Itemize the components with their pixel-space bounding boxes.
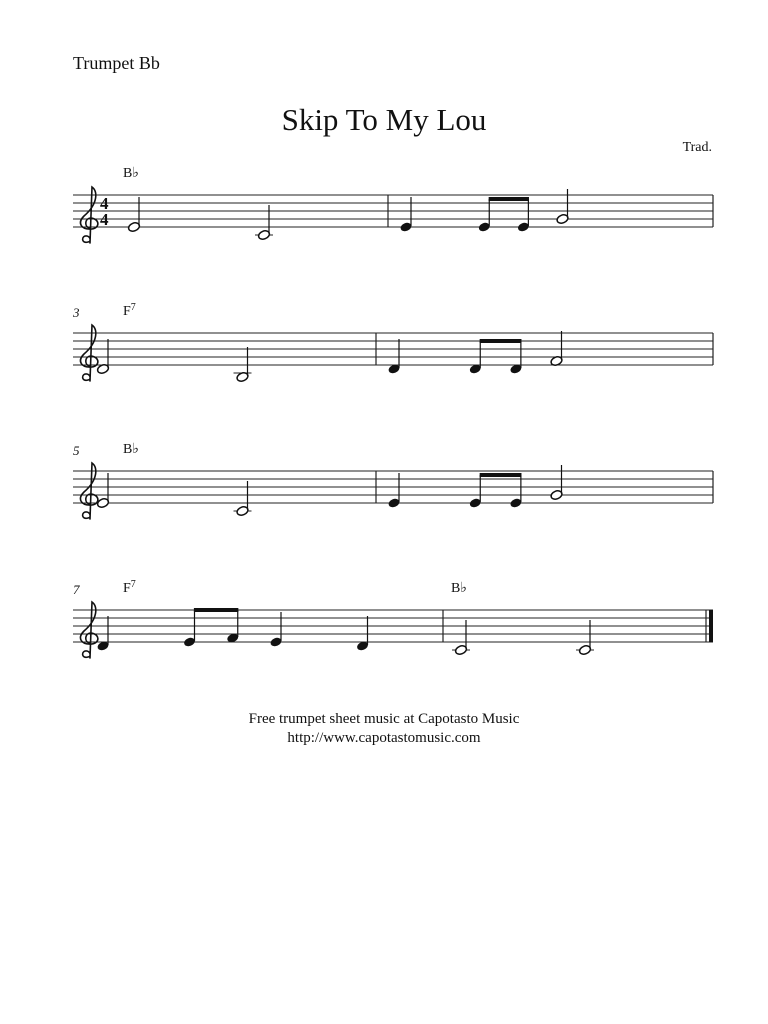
chord-symbol: $F^7$ [123, 579, 136, 596]
note-beam [480, 339, 522, 343]
note-beam [194, 608, 238, 612]
measure-number: 3 [73, 305, 80, 320]
measure-number: 5 [73, 443, 80, 458]
composer-credit: Trad. [682, 140, 712, 155]
note-beam [489, 197, 529, 201]
footer-credit [0, 710, 768, 748]
footer-url[interactable]: http://www.capotastomusic.com [287, 730, 481, 746]
chord-symbol: $F^7$ [123, 302, 136, 319]
final-bar-thick [709, 610, 713, 642]
measure-number: 7 [73, 582, 80, 597]
chord-symbol: B♭ [123, 442, 139, 457]
time-signature-bottom: 4 [100, 210, 109, 229]
song-title: Skip To My Lou [281, 102, 487, 137]
time-signature-top: 4 [100, 194, 109, 213]
chord-symbol: B♭ [123, 166, 139, 181]
footer-line-1: Free trumpet sheet music at Capotasto Music [248, 711, 520, 727]
instrument-name: Trumpet Bb [73, 53, 160, 73]
chord-symbol: B♭ [451, 581, 467, 596]
note-beam [480, 473, 522, 477]
